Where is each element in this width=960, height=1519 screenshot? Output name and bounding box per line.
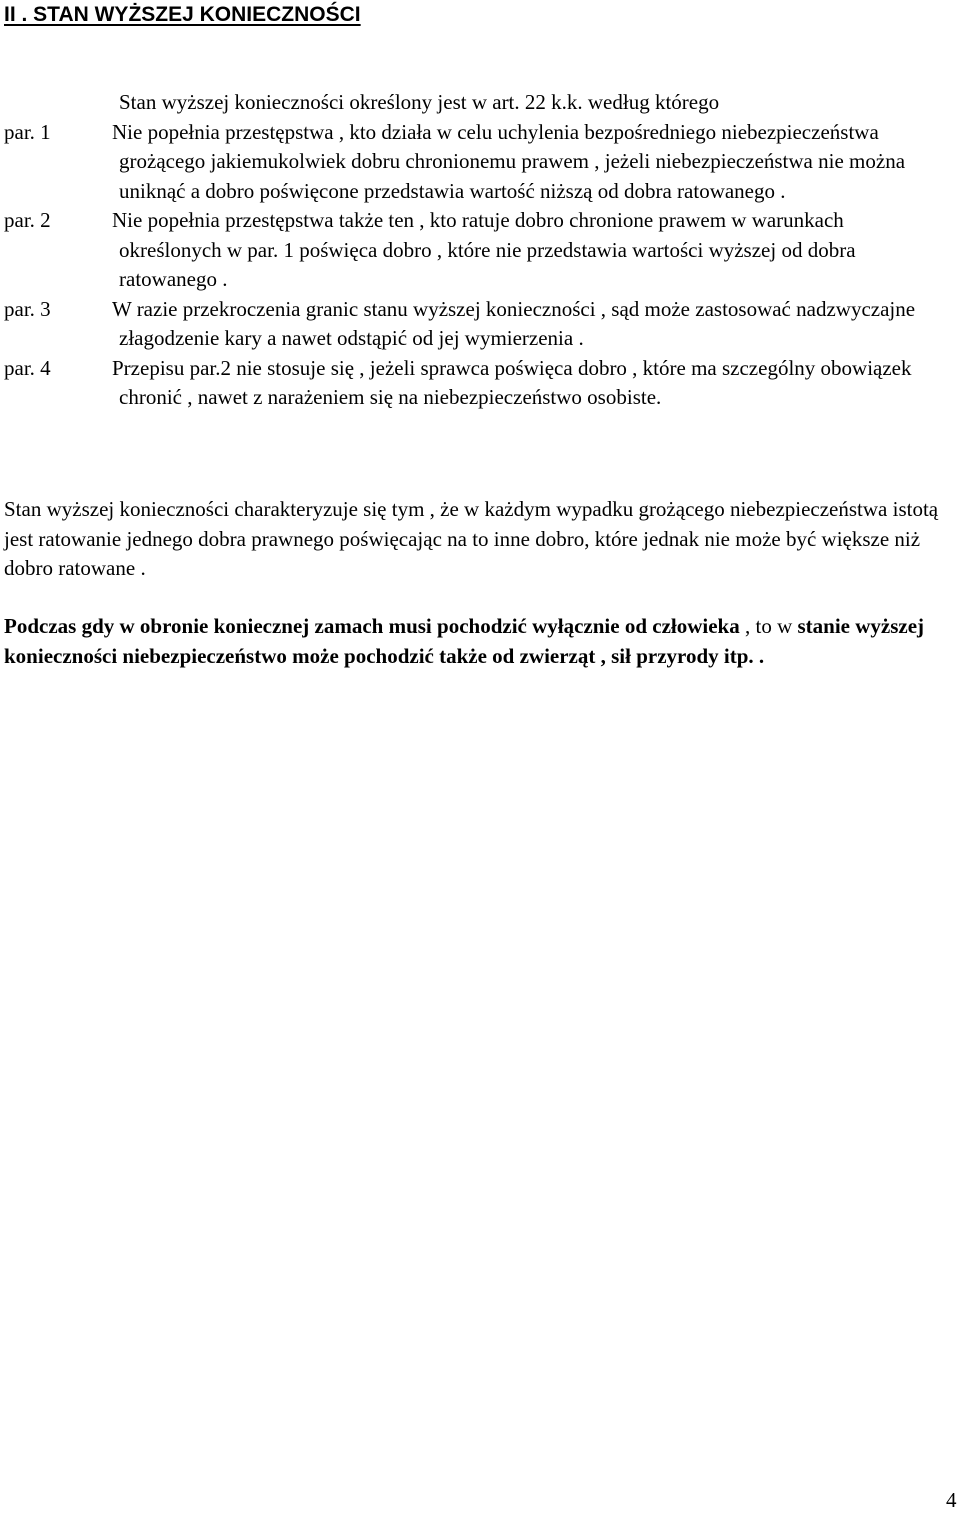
article-paragraph [0, 206, 960, 295]
comparison-paragraph [4, 612, 958, 671]
paragraph-text: Nie popełnia przestępstwa , kto działa w celu uchylenia bezpośredniego niebezpieczeństwa grożącego jakiemukolwiek dobru chronionemu prawem , jeżeli niebezpieczeństwa nie można uniknąć a dobro poświęcone przedstawia wartość niższą od dobra ratowanego . [112, 119, 906, 203]
article-intro: Stan wyższej konieczności określony jest w art. 22 k.k. według którego [119, 90, 720, 114]
commentary-paragraph: Stan wyższej konieczności charakteryzuje się tym , że w każdym wypadku grożącego niebezpieczeństwa istotą jest ratowanie jednego dobra prawnego poświęcając na to inne dobro, które jednak nie może być większe niż dobro ratowane . [4, 497, 939, 580]
article-paragraph [0, 354, 960, 413]
comparison-bold-end: stanie wyższej konieczności niebezpieczeństwo może pochodzić także od zwierząt , sił przyrody itp. . [4, 614, 925, 668]
paragraph-text: Przepisu par.2 nie stosuje się , jeżeli sprawca poświęca dobro , które ma szczególny obowiązek chronić , nawet z narażeniem się na niebezpieczeństwo osobiste. [112, 355, 912, 409]
article-22-block [0, 88, 960, 413]
article-intro-row [0, 88, 960, 118]
paragraph-label: par. 3 [4, 296, 51, 321]
comparison-normal: , to w [739, 614, 798, 638]
comparison-bold-start: Podczas gdy w obronie koniecznej zamach musi pochodzić wyłącznie od człowieka [4, 614, 740, 638]
section-heading: II . STAN WYŻSZEJ KONIECZNOŚCI [4, 3, 361, 26]
paragraph-text: Nie popełnia przestępstwa także ten , kto ratuje dobro chronione prawem w warunkach określonych w par. 1 poświęca dobro , które nie przedstawia wartości wyższej od dobra ratowanego . [112, 208, 856, 291]
page-number: 4 [946, 1488, 957, 1512]
paragraph-text: W razie przekroczenia granic stanu wyższej konieczności , sąd może zastosować nadzwyczajne złagodzenie kary a nawet odstąpić od jej wymierzenia . [112, 296, 916, 350]
paragraph-label: par. 2 [4, 208, 51, 232]
article-paragraph [0, 118, 960, 207]
paragraph-label: par. 1 [4, 119, 51, 144]
paragraph-label: par. 4 [4, 355, 51, 380]
article-paragraph [0, 295, 960, 354]
